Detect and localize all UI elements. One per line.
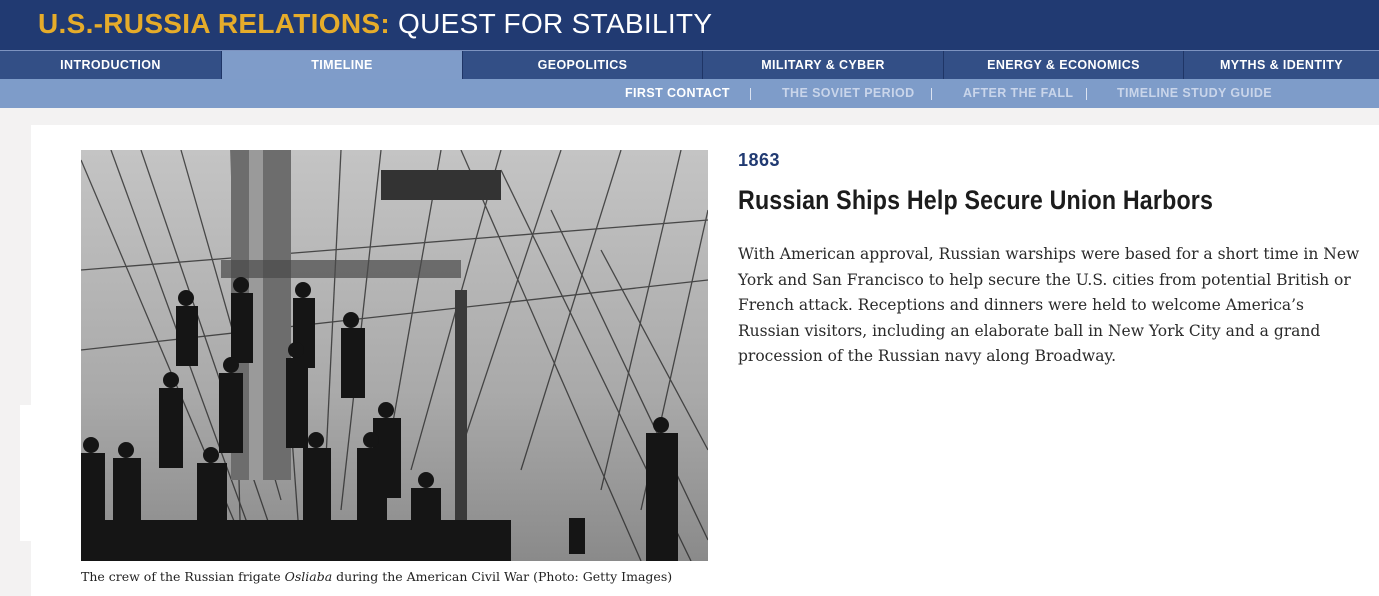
subtab-soviet-period[interactable]: THE SOVIET PERIOD (782, 86, 915, 100)
subtab-after-the-fall[interactable]: AFTER THE FALL (963, 86, 1074, 100)
timeline-year: 1863 (738, 150, 781, 170)
tab-energy-economics[interactable]: ENERGY & ECONOMICS (944, 51, 1184, 79)
site-title[interactable] (38, 6, 712, 42)
article-body: With American approval, Russian warships were based for a short time in New York and San Francisco to help secure the U.S. cities from potential British or French attack. Receptions and dinners were held to welcome America’s Russian visitors, including an elaborate ball in New York City and a grand procession of the Russian navy along Broadway. (738, 245, 1360, 365)
tab-timeline[interactable]: TIMELINE (222, 51, 463, 79)
site-title-rest: QUEST FOR STABILITY (389, 8, 713, 39)
subnav-divider (931, 88, 932, 100)
caption-text: The crew of the Russian frigate (81, 569, 285, 584)
subtab-first-contact[interactable]: FIRST CONTACT (625, 86, 730, 100)
article-headline: Russian Ships Help Secure Union Harbors (738, 185, 1214, 215)
tab-military-cyber[interactable]: MILITARY & CYBER (703, 51, 944, 79)
caption-ship-name: Osliaba (284, 569, 333, 584)
subtab-timeline-study-guide[interactable]: TIMELINE STUDY GUIDE (1117, 86, 1273, 100)
photo-caption (81, 569, 672, 584)
crew-photo (81, 150, 708, 561)
caption-text-rest: during the American Civil War (Photo: Getty Images) (332, 569, 673, 584)
site-header (0, 0, 1379, 50)
site-title-bold: U.S.-RUSSIA RELATIONS: (38, 8, 390, 39)
tab-introduction[interactable]: INTRODUCTION (0, 51, 222, 79)
crew-photo-image (81, 150, 708, 561)
side-panel-tab (20, 405, 65, 541)
tab-myths-identity[interactable]: MYTHS & IDENTITY (1184, 51, 1379, 79)
subnav-divider (750, 88, 751, 100)
subnav-divider (1086, 88, 1087, 100)
main-nav (0, 50, 1379, 79)
sub-nav (0, 79, 1379, 108)
tab-geopolitics[interactable]: GEOPOLITICS (463, 51, 703, 79)
